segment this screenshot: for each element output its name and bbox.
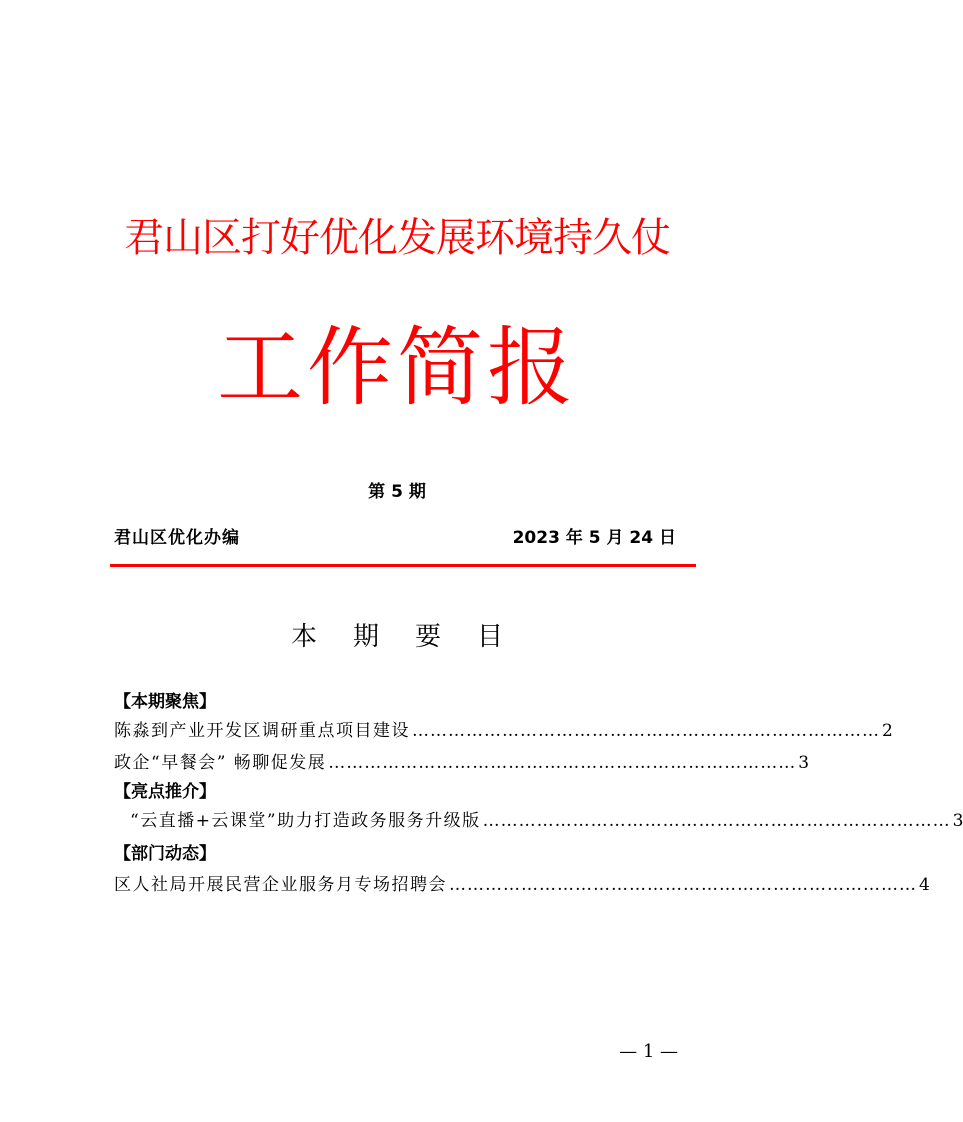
publish-date: 2023 年 5 月 24 日 <box>512 528 676 548</box>
report-title-line1: 君山区打好优化发展环境持久仗 <box>124 215 670 261</box>
toc-leader-dots: …………………………………………………………………… <box>449 875 917 895</box>
toc-entry[interactable] <box>114 718 893 744</box>
toc-entry-title: 区人社局开展民营企业服务月专场招聘会 <box>114 875 447 895</box>
toc-section-department-news: 【部门动态】 <box>114 844 216 864</box>
toc-entry-page: 2 <box>882 721 893 741</box>
toc-heading-char: 本 <box>290 622 317 652</box>
toc-heading-char: 要 <box>415 622 442 652</box>
toc-section-focus: 【本期聚焦】 <box>114 692 216 712</box>
toc-entry-title: 政企“早餐会” 畅聊促发展 <box>114 753 327 773</box>
toc-leader-dots: …………………………………………………………………… <box>482 811 951 831</box>
toc-leader-dots: …………………………………………………………………… <box>328 753 797 773</box>
toc-entry[interactable] <box>130 808 963 834</box>
toc-heading <box>0 620 794 654</box>
toc-entry[interactable] <box>114 750 810 776</box>
issue-number: 第 5 期 <box>368 482 426 502</box>
report-title-line2: 工作简报 <box>217 318 577 418</box>
red-divider <box>110 564 696 567</box>
toc-entry-page: 3 <box>952 811 963 831</box>
toc-entry[interactable] <box>114 872 930 898</box>
toc-entry-title: “云直播+云课堂”助力打造政务服务升级版 <box>130 811 481 831</box>
toc-entry-title: 陈淼到产业开发区调研重点项目建设 <box>114 721 410 741</box>
toc-leader-dots: …………………………………………………………………… <box>412 721 880 741</box>
page-number: — 1 — <box>619 1041 678 1062</box>
toc-heading-char: 期 <box>352 622 379 652</box>
editor-label: 君山区优化办编 <box>114 528 240 548</box>
toc-entry-page: 3 <box>798 753 810 773</box>
toc-section-highlights: 【亮点推介】 <box>114 782 216 802</box>
toc-entry-page: 4 <box>919 875 930 895</box>
toc-heading-char: 目 <box>477 622 504 652</box>
